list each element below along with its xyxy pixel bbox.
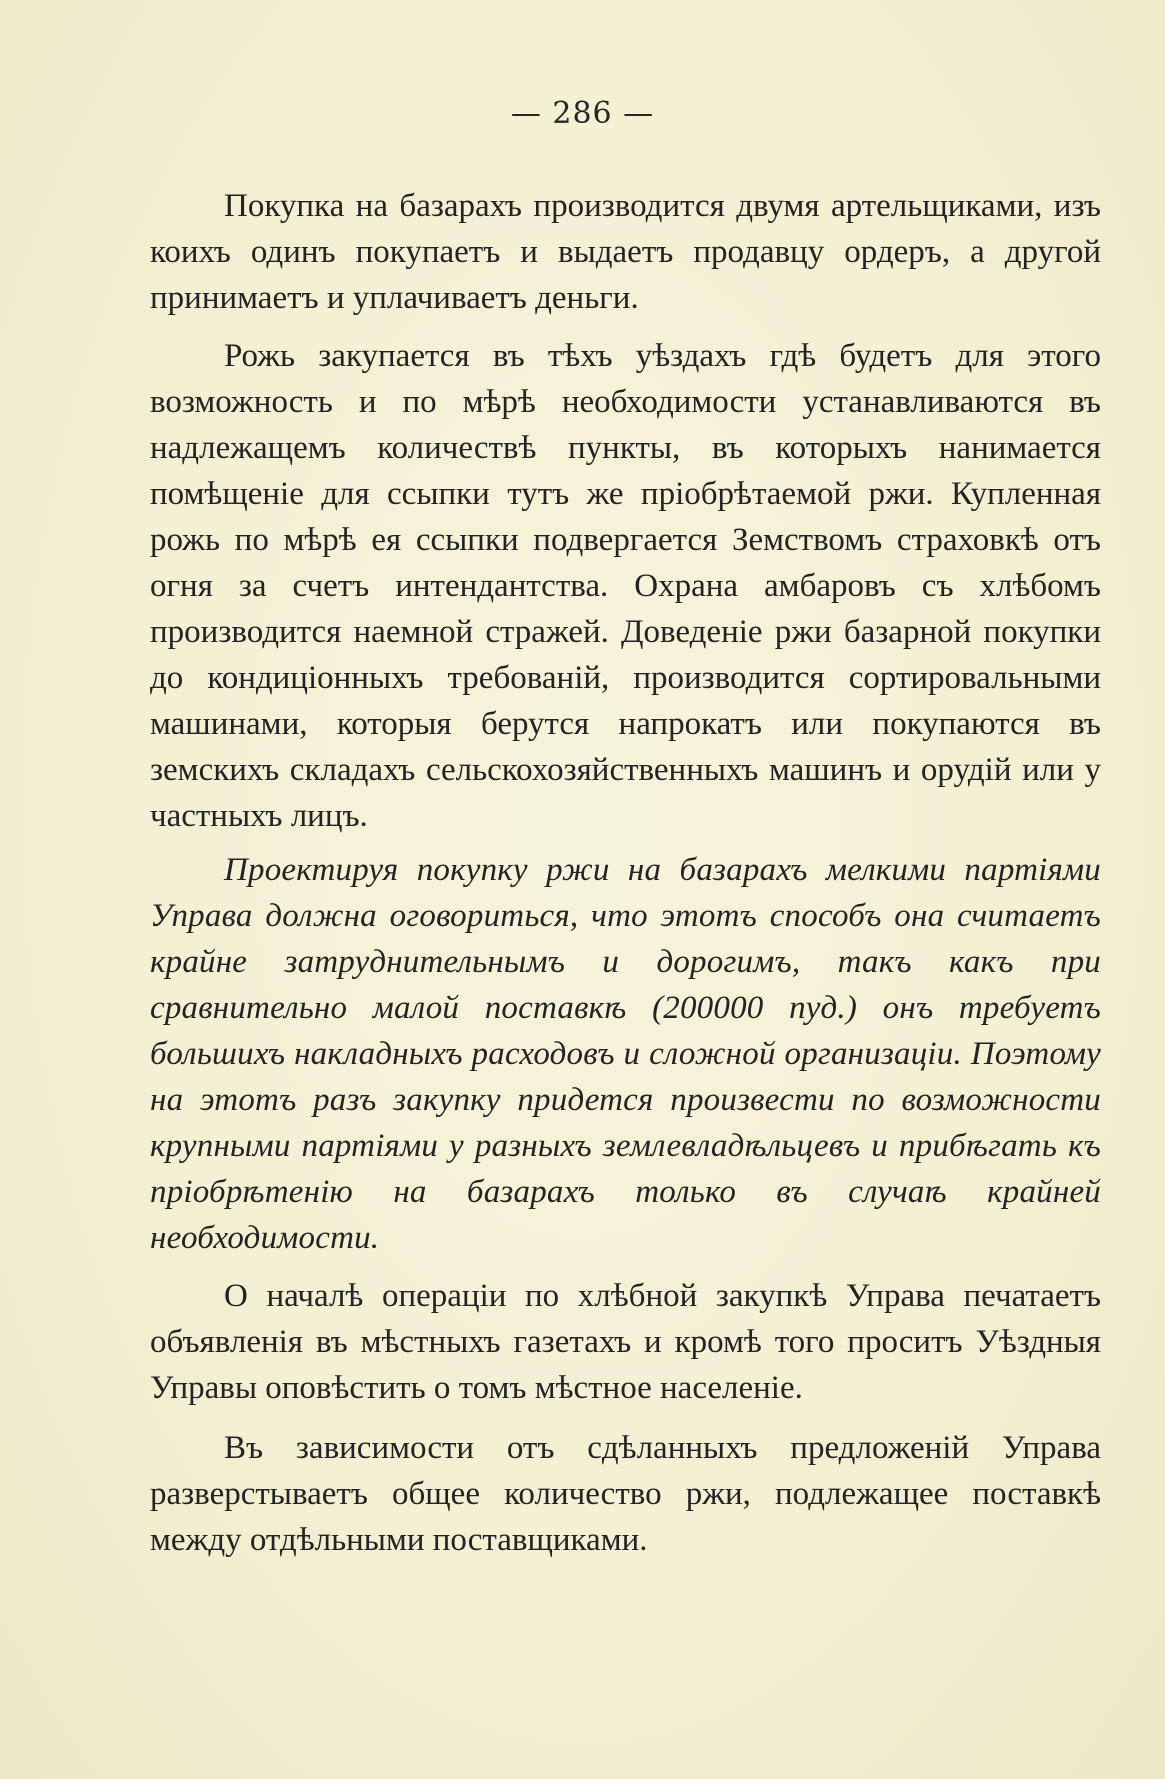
paragraph-rye-purchase: Рожь закупается въ тѣхъ уѣздахъ гдѣ будетъ для этого возможность и по мѣрѣ необходимости устанавливаются въ надлежащемъ количествѣ пункты, въ которыхъ нанимается помѣщеніе для ссыпки тутъ же пріобрѣтаемой ржи. Купленная рожь по мѣрѣ ея ссыпки подвергается Земствомъ страховкѣ отъ огня за счетъ интендантства. Охрана амбаровъ съ хлѣбомъ производится наемной стражей. Доведеніе ржи базарной покупки до кондиціонныхъ требованій, производится сортировальными машинами, которыя берутся напрокатъ или покупаются въ земскихъ складахъ сельскохозяйственныхъ машинъ и орудій или у частныхъ лицъ. [150, 338, 1101, 834]
paragraph-announcements: О началѣ операціи по хлѣбной закупкѣ Управа печатаетъ объявленія въ мѣстныхъ газетахъ и кромѣ того проситъ Уѣздныя Управы оповѣстить о томъ мѣстное населеніе. [150, 1278, 1101, 1406]
paragraph-market-purchase: Покупка на базарахъ производится двумя артельщиками, изъ коихъ одинъ покупаетъ и выдаетъ продавцу ордеръ, а другой принимаетъ и уплачиваетъ деньги. [150, 188, 1101, 316]
body-text [150, 183, 1101, 1563]
page-number: — 286 — [510, 96, 655, 131]
paragraph-council-note: Проектируя покупку ржи на базарахъ мелкими партіями Управа должна оговориться, что этотъ способъ она считаетъ крайне затруднительнымъ и дорогимъ, такъ какъ при сравнительно малой поставкѣ (200000 пуд.) онъ требуетъ большихъ накладныхъ расходовъ и сложной организаціи. Поэтому на этотъ разъ закупку придется произвести по возможности крупными партіями у разныхъ землевладѣльцевъ и прибѣгать къ пріобрѣтенію на базарахъ только въ случаѣ крайней необходимости. [150, 852, 1101, 1256]
paragraph-allocation: Въ зависимости отъ сдѣланныхъ предложеній Управа разверстываетъ общее количество ржи, подлежащее поставкѣ между отдѣльными поставщиками. [150, 1430, 1101, 1558]
